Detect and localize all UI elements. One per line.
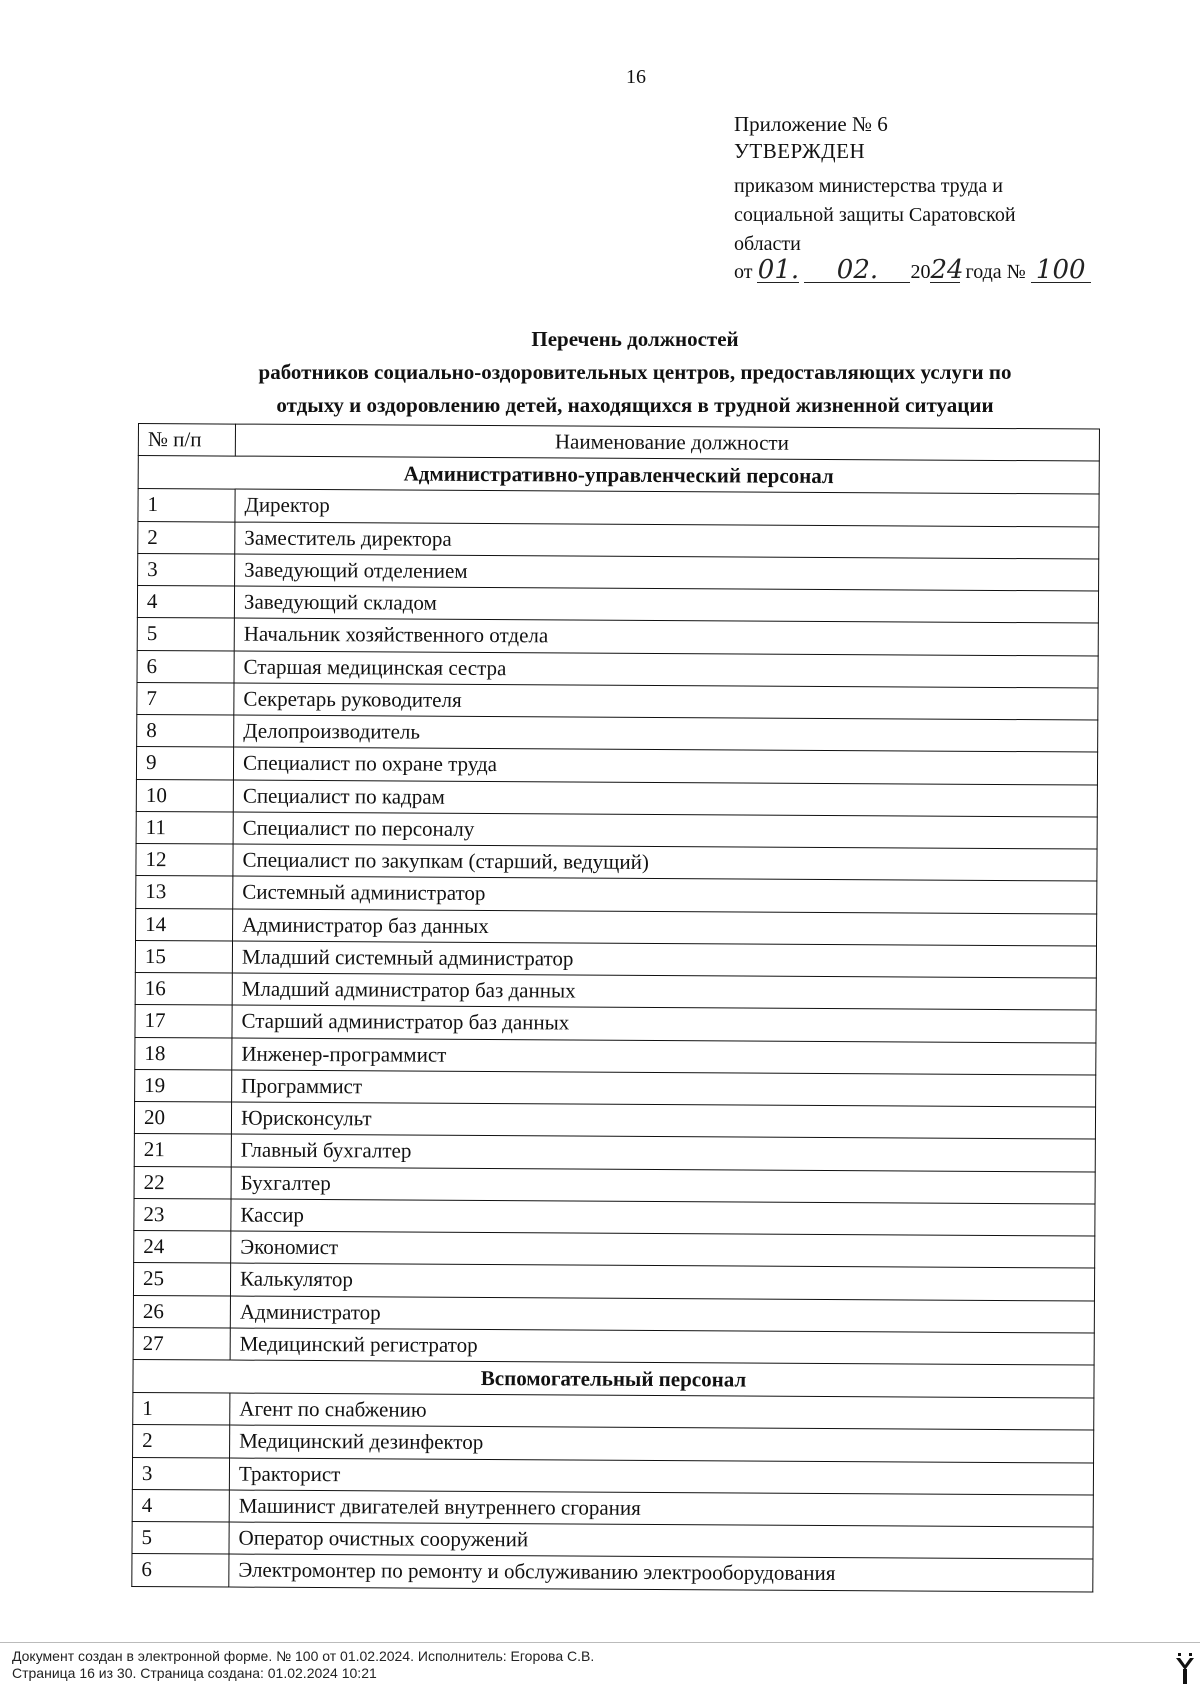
- handwritten-order-number: 100: [1031, 258, 1091, 283]
- row-number: 14: [136, 908, 233, 941]
- row-number: 27: [133, 1327, 230, 1360]
- position-name: Специалист по кадрам: [233, 780, 1097, 817]
- position-name: Начальник хозяйственного отдела: [234, 618, 1098, 655]
- row-number: 16: [135, 972, 232, 1005]
- position-name: Калькулятор: [230, 1263, 1094, 1300]
- position-name: Бухгалтер: [231, 1167, 1095, 1204]
- position-name: Секретарь руководителя: [234, 683, 1098, 720]
- row-number: 11: [136, 811, 233, 844]
- row-number: 23: [134, 1198, 231, 1231]
- position-name: Медицинский дезинфектор: [230, 1425, 1094, 1462]
- handwritten-day: 01.: [757, 255, 800, 285]
- order-issuer: приказом министерства труда и социальной защиты Саратовской области: [734, 175, 1016, 255]
- position-name: Инженер-программист: [232, 1038, 1096, 1075]
- row-number: 4: [132, 1489, 229, 1522]
- row-number: 6: [132, 1554, 229, 1587]
- position-name: Тракторист: [229, 1458, 1093, 1495]
- position-name: Заместитель директора: [235, 522, 1099, 559]
- document-footer: [12, 1648, 594, 1682]
- signature-logo-icon: [1174, 1652, 1196, 1686]
- date-prefix: от: [734, 261, 753, 283]
- order-date-line: [734, 255, 1091, 285]
- row-number: 12: [136, 843, 233, 876]
- row-number: 5: [132, 1521, 229, 1554]
- position-name: Старшая медицинская сестра: [234, 651, 1098, 688]
- row-number: 1: [138, 489, 235, 522]
- footer-divider: [0, 1642, 1200, 1643]
- position-name: Агент по снабжению: [230, 1393, 1094, 1430]
- row-number: 2: [133, 1425, 230, 1458]
- position-name: Специалист по охране труда: [233, 747, 1097, 784]
- section-title: Вспомогательный персонал: [133, 1359, 1094, 1398]
- appendix-label: Приложение № 6: [734, 112, 888, 136]
- position-name: Главный бухгалтер: [231, 1134, 1095, 1171]
- row-number: 2: [138, 521, 235, 554]
- position-name: Медицинский регистратор: [230, 1328, 1094, 1365]
- row-number: 4: [137, 586, 234, 619]
- row-number: 25: [133, 1263, 230, 1296]
- document-subtitle-line-1: работников социально-оздоровительных центров, предоставляющих услуги по: [258, 360, 1012, 384]
- position-name: Администратор баз данных: [233, 909, 1097, 946]
- position-name: Машинист двигателей внутреннего сгорания: [229, 1490, 1093, 1527]
- section-row: [138, 456, 1099, 495]
- footer-line-1: Документ создан в электронной форме. № 100 от 01.02.2024. Исполнитель: Егорова С.В.: [12, 1648, 595, 1664]
- position-name: Электромонтер по ремонту и обслуживанию электрооборудования: [229, 1554, 1093, 1591]
- approval-block: [734, 114, 1064, 259]
- row-number: 22: [134, 1166, 231, 1199]
- page-number: 16: [626, 66, 646, 88]
- position-name: Специалист по закупкам (старший, ведущий): [233, 844, 1097, 881]
- position-name: Системный администратор: [233, 876, 1097, 913]
- document-subtitle-line-2: отдыху и оздоровлению детей, находящихся в трудной жизненной ситуации: [276, 393, 994, 417]
- position-name: Младший системный администратор: [232, 941, 1096, 978]
- col-header-number: № п/п: [138, 424, 235, 457]
- row-number: 18: [135, 1037, 232, 1070]
- position-name: Специалист по персоналу: [233, 812, 1097, 849]
- row-number: 7: [137, 682, 234, 715]
- position-name: Делопроизводитель: [234, 715, 1098, 752]
- row-number: 1: [133, 1392, 230, 1425]
- section-row: [133, 1359, 1094, 1398]
- row-number: 3: [138, 553, 235, 586]
- row-number: 6: [137, 650, 234, 683]
- position-name: Директор: [235, 489, 1099, 526]
- section-title: Административно-управленческий персонал: [138, 456, 1099, 495]
- row-number: 9: [136, 747, 233, 780]
- row-number: 3: [132, 1457, 229, 1490]
- row-number: 24: [134, 1230, 231, 1263]
- row-number: 17: [135, 1005, 232, 1038]
- position-name: Старший администратор баз данных: [232, 1005, 1096, 1042]
- footer-line-2: Страница 16 из 30. Страница создана: 01.02.2024 10:21: [12, 1665, 377, 1681]
- position-name: Оператор очистных сооружений: [229, 1522, 1093, 1559]
- position-name: Программист: [232, 1070, 1096, 1107]
- row-number: 5: [137, 618, 234, 651]
- year-suffix: года №: [965, 261, 1026, 283]
- position-name: Кассир: [231, 1199, 1095, 1236]
- position-name: Заведующий отделением: [235, 554, 1099, 591]
- position-name: Юрисконсульт: [231, 1102, 1095, 1139]
- position-name: Младший администратор баз данных: [232, 973, 1096, 1010]
- position-name: Администратор: [230, 1296, 1094, 1333]
- position-name: Заведующий складом: [234, 586, 1098, 623]
- row-number: 21: [134, 1134, 231, 1167]
- row-number: 19: [135, 1069, 232, 1102]
- document-title: Перечень должностей: [531, 327, 739, 351]
- row-number: 10: [136, 779, 233, 812]
- row-number: 8: [137, 714, 234, 747]
- positions-table: [131, 423, 1100, 1592]
- approved-label: УТВЕРЖДЕН: [734, 139, 866, 163]
- row-number: 15: [135, 940, 232, 973]
- position-name: Экономист: [231, 1231, 1095, 1268]
- col-header-position: Наименование должности: [235, 424, 1099, 461]
- handwritten-year: 24: [930, 255, 964, 285]
- handwritten-month: 02.: [804, 258, 910, 283]
- date-century: 20: [910, 261, 931, 283]
- row-number: 20: [134, 1101, 231, 1134]
- row-number: 13: [136, 876, 233, 909]
- row-number: 26: [133, 1295, 230, 1328]
- table-row: [132, 1554, 1093, 1592]
